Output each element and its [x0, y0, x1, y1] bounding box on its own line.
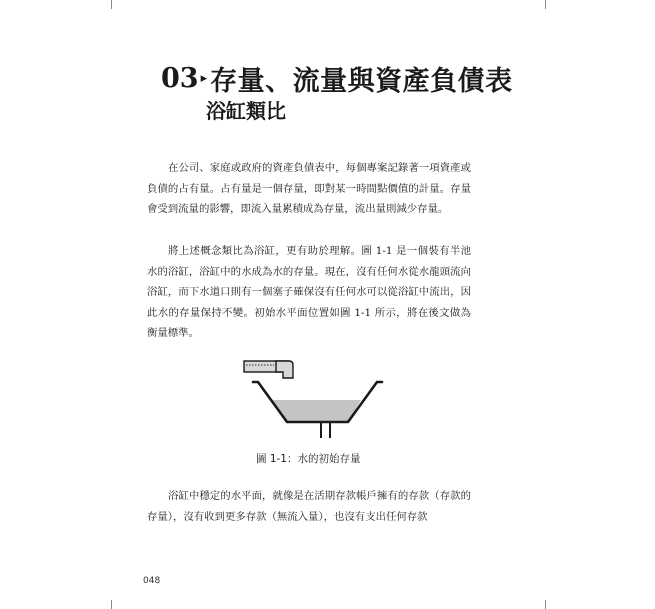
- body-paragraph-1: 在公司、家庭或政府的資產負債表中，每個專案記錄著一項資產或負債的占有量。占有量是一個存量，即對某一時間點價值的計量。存量會受到流量的影響，即流入量累積成為存量，流出量則減少存量。: [147, 162, 471, 216]
- crop-mark: [545, 0, 546, 9]
- faucet-icon: [244, 361, 293, 378]
- chapter-title: 存量、流量與資產負債表: [210, 65, 513, 97]
- page-number: 048: [143, 576, 161, 586]
- faucet-spout: [276, 361, 293, 378]
- chapter-arrow-icon: ▸: [200, 70, 208, 86]
- chapter-number: 03: [161, 62, 199, 94]
- figure-caption: 圖 1-1：水的初始存量: [256, 453, 361, 465]
- body-paragraph-3: 浴缸中穩定的水平面，就像是在活期存款帳戶擁有的存款（存款的存量），沒有收到更多存款（無流入量），也沒有支出任何存款: [147, 490, 471, 523]
- chapter-subtitle: 浴缸類比: [206, 99, 286, 123]
- chapter-heading: [161, 58, 513, 98]
- bathtub-figure: [236, 356, 396, 446]
- crop-mark: [111, 600, 112, 609]
- crop-mark: [545, 600, 546, 609]
- crop-mark: [111, 0, 112, 9]
- body-paragraph-2: 將上述概念類比為浴缸，更有助於理解。圖 1-1 是一個裝有半池水的浴缸，浴缸中的水成為水的存量。現在，沒有任何水從水龍頭流向浴缸，而下水道口則有一個塞子確保沒有任何水可以從浴缸中流出，因此水的存量保持不變。初始水平面位置如圖 1-1 所示，將在後文做為衡量標準。: [147, 245, 471, 340]
